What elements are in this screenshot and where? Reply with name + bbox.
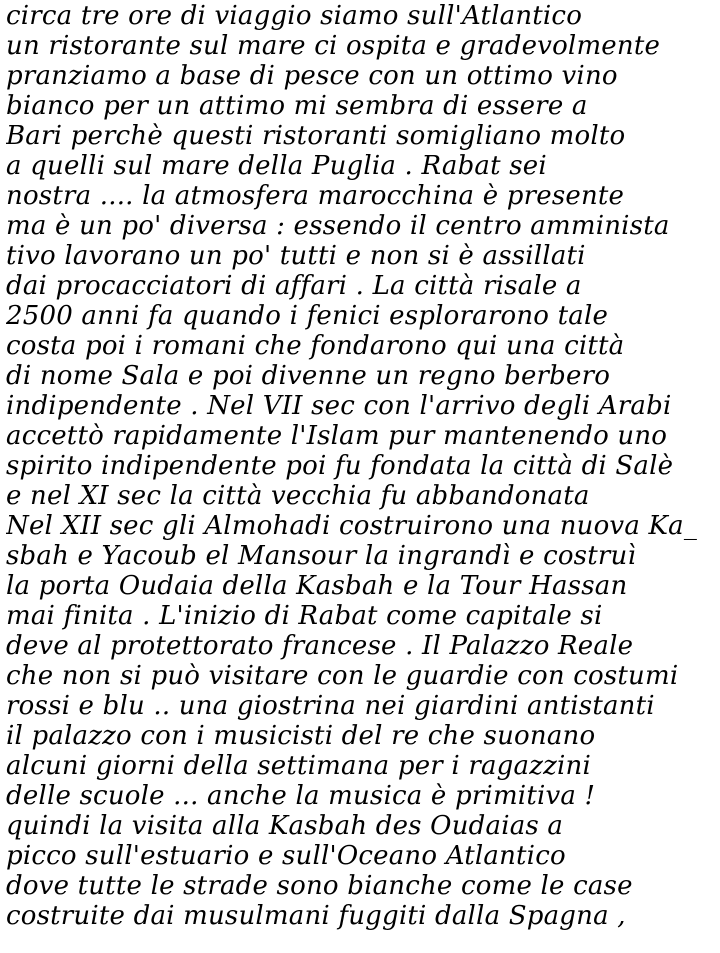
text-line-14: indipendente . Nel VII sec con l'arrivo degli Arabi	[6, 391, 672, 421]
text-line-3: pranziamo a base di pesce con un ottimo vino	[6, 61, 618, 91]
text-line-5: Bari perchè questi ristoranti somigliano molto	[6, 121, 626, 151]
text-line-2: un ristorante sul mare ci ospita e gradevolmente	[6, 31, 661, 61]
text-line-22: deve al protettorato francese . Il Palazzo Reale	[6, 631, 634, 661]
text-line-8: ma è un po' diversa : essendo il centro amminista	[6, 211, 670, 241]
text-line-15: accettò rapidamente l'Islam pur mantenendo uno	[6, 421, 668, 451]
text-line-17: e nel XI sec la città vecchia fu abbandonata	[6, 481, 590, 511]
text-line-20: la porta Oudaia della Kasbah e la Tour Hassan	[6, 571, 628, 601]
text-line-31: costruite dai musulmani fuggiti dalla Spagna ,	[6, 901, 626, 931]
text-line-29: picco sull'estuario e sull'Oceano Atlantico	[6, 841, 566, 871]
text-line-24: rossi e blu .. una giostrina nei giardini antistanti	[6, 691, 655, 721]
text-line-4: bianco per un attimo mi sembra di essere a	[6, 91, 588, 121]
text-line-30: dove tutte le strade sono bianche come le case	[6, 871, 633, 901]
text-line-16: spirito indipendente poi fu fondata la città di Salè	[6, 451, 674, 481]
text-line-27: delle scuole ... anche la musica è primitiva !	[6, 781, 596, 811]
text-line-25: il palazzo con i musicisti del re che suonano	[6, 721, 596, 751]
text-line-18: Nel XII sec gli Almohadi costruirono una nuova Ka_	[6, 511, 698, 541]
text-line-21: mai finita . L'inizio di Rabat come capitale si	[6, 601, 603, 631]
text-line-28: quindi la visita alla Kasbah des Oudaias a	[6, 811, 564, 841]
text-line-6: a quelli sul mare della Puglia . Rabat sei	[6, 151, 547, 181]
text-line-19: sbah e Yacoub el Mansour la ingrandì e costruì	[6, 541, 636, 571]
text-line-1: circa tre ore di viaggio siamo sull'Atlantico	[6, 1, 583, 31]
text-line-11: 2500 anni fa quando i fenici esplorarono tale	[6, 301, 609, 331]
text-line-23: che non si può visitare con le guardie con costumi	[6, 661, 679, 691]
text-line-12: costa poi i romani che fondarono qui una città	[6, 331, 625, 361]
text-line-13: di nome Sala e poi divenne un regno berbero	[6, 361, 611, 391]
text-line-10: dai procacciatori di affari . La città risale a	[6, 271, 582, 301]
text-line-7: nostra .... la atmosfera marocchina è presente	[6, 181, 625, 211]
text-line-26: alcuni giorni della settimana per i ragazzini	[6, 751, 591, 781]
text-line-9: tivo lavorano un po' tutti e non si è assillati	[6, 241, 586, 271]
